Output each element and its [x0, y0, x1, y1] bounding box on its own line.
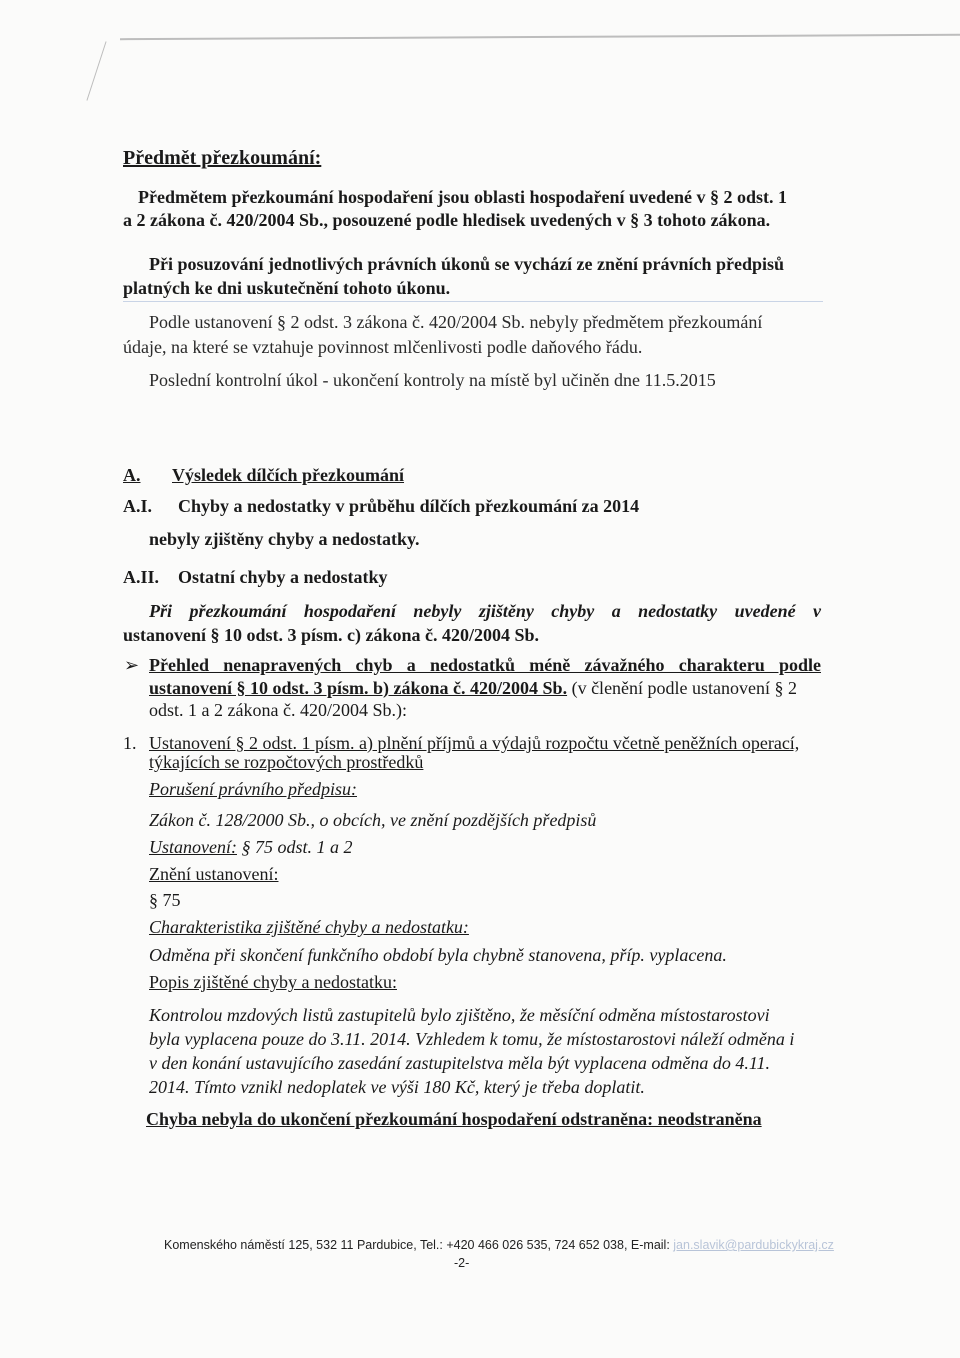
- section-a-label: A.: [123, 465, 141, 485]
- section-a2-line1: Při přezkoumání hospodaření nebyly zjištěny chyby a nedostatky uvedené v: [149, 601, 821, 621]
- section-a2-title: Ostatní chyby a nedostatky: [178, 567, 388, 587]
- section-a2-label: A.II.: [123, 567, 160, 587]
- page-heading: Předmět přezkoumání:: [123, 147, 322, 169]
- item1-number: 1.: [123, 733, 137, 753]
- wording-value: § 75: [149, 890, 181, 910]
- intro-p3-line2: údaje, na které se vztahuje povinnost mlčenlivosti podle daňového řádu.: [123, 337, 643, 357]
- scan-edge-left: [86, 41, 106, 100]
- section-a1-label: A.I.: [123, 496, 153, 516]
- overview-line3: odst. 1 a 2 zákona č. 420/2004 Sb.):: [149, 700, 407, 720]
- item1-line2: týkajících se rozpočtových prostředků: [149, 752, 424, 772]
- intro-p2-line1: Při posuzování jednotlivých právních úkonů se vychází ze znění právních předpisů: [149, 254, 785, 274]
- page-number: -2-: [454, 1256, 470, 1270]
- overview-line2: [149, 678, 797, 699]
- overview-line2-rest: (v členění podle ustanovení § 2: [567, 678, 798, 698]
- violation-label: Porušení právního předpisu:: [149, 779, 357, 799]
- section-a-title: Výsledek dílčích přezkoumání: [172, 465, 405, 485]
- characteristic-value: Odměna při skončení funkčního období byla chybně stanovena, příp. vyplacena.: [149, 945, 727, 965]
- intro-p1-line1: Předmětem přezkoumání hospodaření jsou oblasti hospodaření uvedené v § 2 odst. 1: [138, 187, 788, 207]
- faint-rule: [123, 301, 823, 302]
- footer-address: Komenského náměstí 125, 532 11 Pardubice, Tel.: +420 466 026 535, 724 652 038, E-mail:: [164, 1238, 674, 1252]
- description-line3: v den konání ustavujícího zasedání zastupitelstva měla být vyplacena odměna do 4.11.: [149, 1053, 771, 1073]
- description-line2: byla vyplacena pouze do 3.11. 2014. Vzhledem k tomu, že místostarostovi náleží odměna i: [149, 1029, 795, 1049]
- provision-label: Ustanovení:: [149, 837, 237, 857]
- intro-p1-line2: a 2 zákona č. 420/2004 Sb., posouzené podle hledisek uvedených v § 3 tohoto zákona.: [123, 210, 771, 230]
- scan-edge-top: [120, 34, 960, 40]
- intro-p4: Poslední kontrolní úkol - ukončení kontroly na místě byl učiněn dne 11.5.2015: [149, 370, 716, 390]
- overview-line2-bold: ustanovení § 10 odst. 3 písm. b) zákona č. 420/2004 Sb.: [149, 678, 568, 698]
- bullet-arrow-icon: ➢: [124, 655, 140, 675]
- section-a2-line2: ustanovení § 10 odst. 3 písm. c) zákona č. 420/2004 Sb.: [123, 625, 540, 645]
- description-line4: 2014. Tímto vznikl nedoplatek ve výši 180 Kč, který je třeba doplatit.: [149, 1077, 645, 1097]
- footer-contact: [164, 1238, 834, 1252]
- intro-p2-line2: platných ke dni uskutečnění tohoto úkonu.: [123, 278, 451, 298]
- overview-line1: Přehled nenapravených chyb a nedostatků méně závažného charakteru podle: [149, 655, 821, 675]
- section-a1-result: nebyly zjištěny chyby a nedostatky.: [149, 529, 420, 549]
- intro-p3-line1: Podle ustanovení § 2 odst. 3 zákona č. 420/2004 Sb. nebyly předmětem přezkoumání: [149, 312, 763, 332]
- footer-email-link[interactable]: jan.slavik@pardubickykraj.cz: [673, 1238, 834, 1252]
- description-label: Popis zjištěné chyby a nedostatku:: [149, 972, 397, 992]
- law-citation: Zákon č. 128/2000 Sb., o obcích, ve znění pozdějších předpisů: [149, 810, 597, 830]
- section-a1-title: Chyby a nedostatky v průběhu dílčích přezkoumání za 2014: [178, 496, 640, 516]
- provision-line: [149, 837, 353, 858]
- wording-label: Znění ustanovení:: [149, 864, 279, 884]
- provision-value: § 75 odst. 1 a 2: [236, 837, 353, 857]
- status-line: Chyba nebyla do ukončení přezkoumání hospodaření odstraněna: neodstraněna: [146, 1109, 762, 1129]
- item1-line1: Ustanovení § 2 odst. 1 písm. a) plnění příjmů a výdajů rozpočtu včetně peněžních operací,: [149, 733, 800, 753]
- characteristic-label: Charakteristika zjištěné chyby a nedostatku:: [149, 917, 469, 937]
- description-line1: Kontrolou mzdových listů zastupitelů bylo zjištěno, že měsíční odměna místostarostovi: [149, 1005, 770, 1025]
